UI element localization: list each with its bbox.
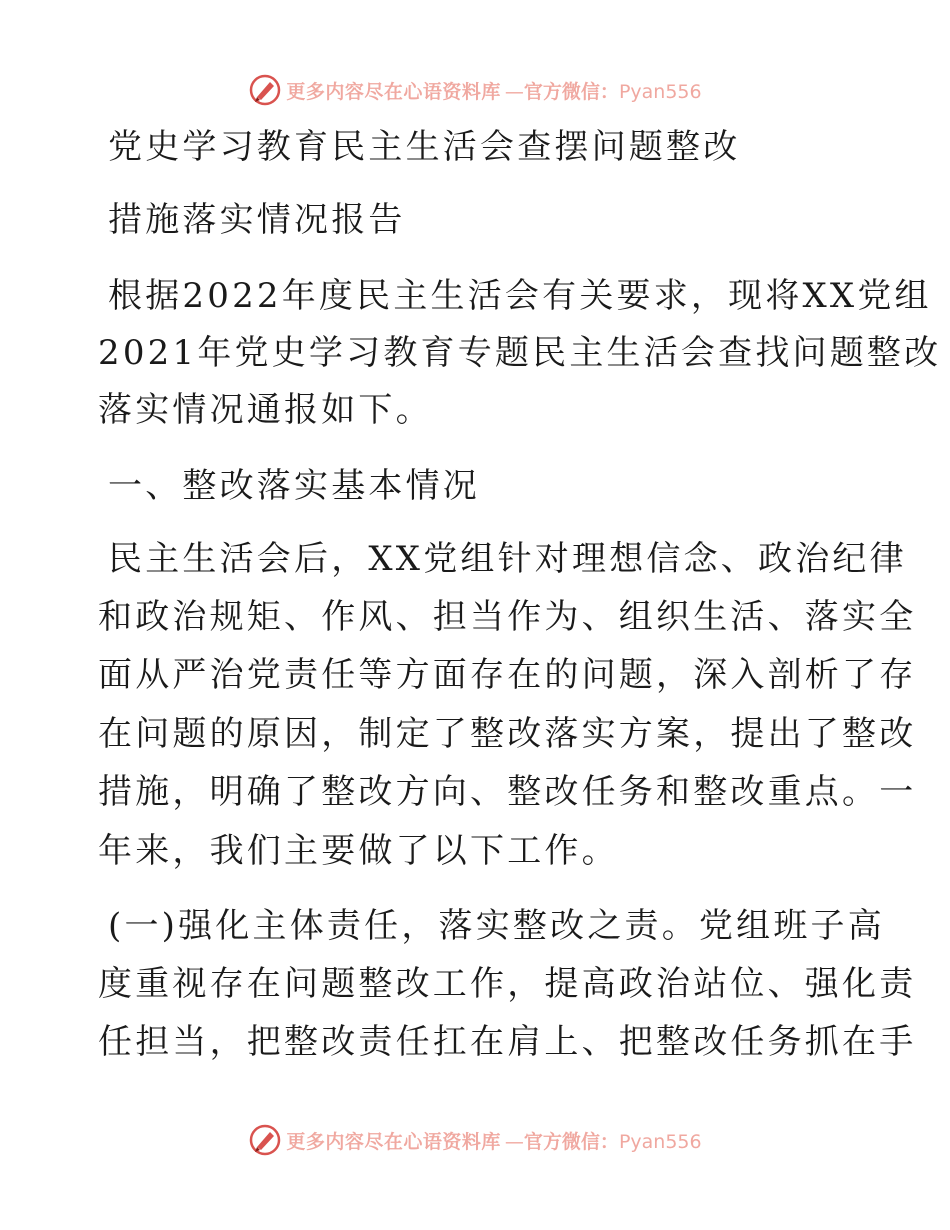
document-title-line-2: 措施落实情况报告	[108, 200, 406, 240]
header-banner	[0, 70, 950, 110]
banner-separator: —	[504, 80, 524, 103]
section-1-heading: 一、整改落实基本情况	[108, 466, 480, 506]
pen-nib-logo-icon	[248, 1123, 282, 1157]
banner-contact	[505, 1127, 702, 1154]
wechat-label: 官方微信：	[523, 1130, 619, 1153]
item-1-line-2: 度重视存在问题整改工作，提高政治站位、强化责	[98, 964, 917, 1004]
banner-contact	[505, 77, 702, 104]
wechat-id: Pyan556	[618, 1130, 702, 1153]
item-1-line-3: 任担当，把整改责任扛在肩上、把整改任务抓在手	[98, 1022, 917, 1062]
footer-banner	[0, 1120, 950, 1160]
section-1-para-line-6: 年来，我们主要做了以下工作。	[98, 831, 619, 871]
wechat-id: Pyan556	[618, 80, 702, 103]
section-1-para-line-4: 在问题的原因，制定了整改落实方案，提出了整改	[98, 714, 917, 754]
banner-slogan: 更多内容尽在心语资料库	[286, 1130, 501, 1153]
section-1-para-line-2: 和政治规矩、作风、担当作为、组织生活、落实全	[98, 597, 917, 637]
banner-slogan: 更多内容尽在心语资料库	[286, 80, 501, 103]
pen-nib-logo-icon	[248, 73, 282, 107]
intro-line-2: 2021年党史学习教育专题民主生活会查找问题整改	[98, 333, 942, 373]
section-1-para-line-5: 措施，明确了整改方向、整改任务和整改重点。一	[98, 772, 917, 812]
intro-line-3: 落实情况通报如下。	[98, 390, 433, 430]
document-title-line-1: 党史学习教育民主生活会查摆问题整改	[108, 127, 741, 167]
banner-separator: —	[504, 1130, 524, 1153]
item-1-line-1: (一)强化主体责任，落实整改之责。党组班子高	[108, 906, 885, 946]
intro-line-1: 根据2022年度民主生活会有关要求，现将XX党组	[108, 276, 932, 316]
section-1-para-line-3: 面从严治党责任等方面存在的问题，深入剖析了存	[98, 655, 917, 695]
section-1-para-line-1: 民主生活会后，XX党组针对理想信念、政治纪律	[108, 539, 907, 579]
wechat-label: 官方微信：	[523, 80, 619, 103]
